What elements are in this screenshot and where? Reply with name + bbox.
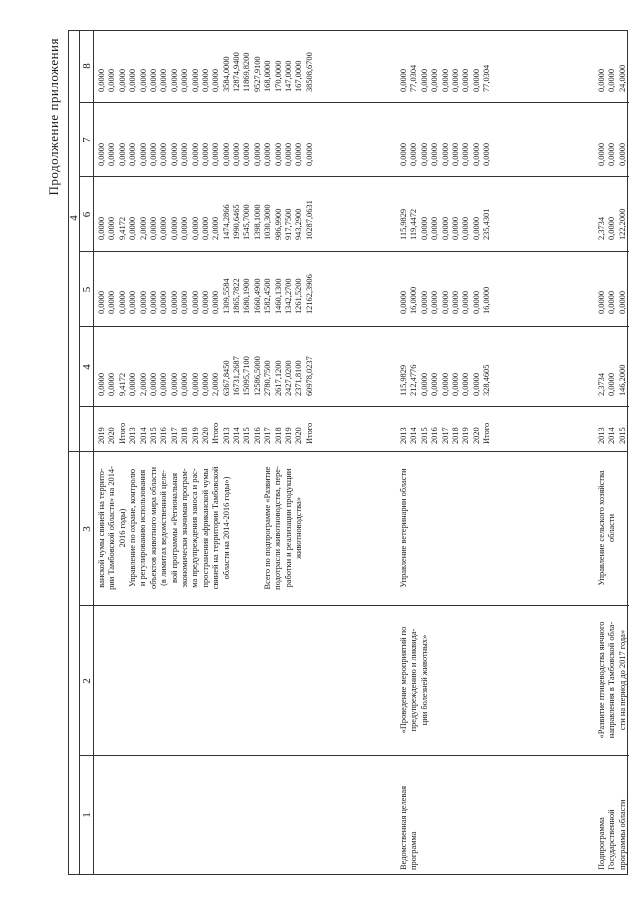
table-cell: 2015 [242, 427, 252, 444]
table-cell: 0,0000 [430, 142, 440, 166]
table-cell: 2014 [607, 427, 617, 444]
table-cell: 0,0000 [607, 372, 617, 396]
table-cell: 170,0000 [273, 60, 283, 92]
table-cell: 0,0000 [138, 142, 148, 166]
table-cell: 0,0000 [169, 372, 179, 396]
table-cell: 0,0000 [221, 142, 231, 166]
table-cell: 115,9829 [399, 208, 408, 240]
table-cell: 2018 [180, 427, 190, 444]
table-cell: 2013 [399, 427, 408, 444]
table-cell: 2016 [430, 427, 440, 444]
col-divider [80, 605, 629, 606]
table-cell: 16,0000 [482, 286, 492, 314]
table-cell: 0,0000 [138, 68, 148, 92]
table-cell: 0,0000 [399, 68, 408, 92]
program-type-departmental: Ведомственная целевая программа [399, 786, 419, 870]
col-divider [80, 251, 629, 252]
block1-years [97, 423, 315, 444]
block1-col4-values [97, 356, 315, 396]
table-cell: 0,0000 [159, 372, 169, 396]
table-cell: Итого [304, 422, 314, 444]
block1-col6-values [97, 200, 315, 240]
table-cell: 12874,9400 [232, 52, 242, 92]
table-cell: 16731,2687 [232, 356, 242, 396]
table-cell: 0,0000 [211, 142, 221, 166]
table-cell: 2017 [263, 427, 273, 444]
table-cell: 0,0000 [461, 68, 471, 92]
executor-veterinary-dept: Управление ветеринарии области [399, 468, 408, 588]
table-cell: 0,0000 [607, 216, 617, 240]
table-cell: 0,0000 [190, 216, 200, 240]
table-cell: 0,0000 [430, 68, 440, 92]
table-cell: 0,0000 [440, 372, 450, 396]
table-cell: 0,0000 [200, 216, 210, 240]
table-cell: 0,0000 [450, 216, 460, 240]
header-col-1: 1 [81, 812, 93, 818]
table-cell: 0,0000 [190, 372, 200, 396]
table-cell: 0,0000 [107, 142, 117, 166]
table-cell: 2,0000 [211, 216, 221, 240]
table-cell: 9,4172 [117, 216, 127, 240]
table-cell: 0,0000 [440, 142, 450, 166]
block3-col6-values [597, 209, 628, 240]
table-cell: Итого [482, 422, 492, 444]
table-cell: 2013 [128, 427, 138, 444]
table-cell: 0,0000 [211, 290, 221, 314]
table-cell: 2020 [107, 427, 117, 444]
table-cell: 0,0000 [471, 142, 481, 166]
table-cell: 2014 [232, 427, 242, 444]
page-title: Продолжение приложения [46, 38, 61, 196]
table-cell: 0,0000 [617, 290, 627, 314]
table-cell: 0,0000 [304, 142, 314, 166]
table-cell: 0,0000 [148, 372, 158, 396]
table-cell: 0,0000 [263, 142, 273, 166]
executor-agriculture-dept: Управление сельского хозяйства области [597, 470, 617, 586]
table-cell: 1865,7822 [232, 278, 242, 314]
table-cell: 9,4172 [117, 372, 127, 396]
table-cell: 0,0000 [190, 290, 200, 314]
table-cell: 0,0000 [200, 142, 210, 166]
block2-col4-values [399, 365, 493, 396]
table-cell: 2015 [617, 427, 627, 444]
table-cell: 0,0000 [482, 142, 492, 166]
table-cell: 0,0000 [190, 68, 200, 92]
table-cell: 24,0000 [617, 64, 627, 92]
table-cell: 2019 [284, 427, 294, 444]
table-cell: 11869,8200 [242, 52, 252, 92]
table-cell: 0,0000 [409, 142, 419, 166]
table-cell: 77,0304 [482, 64, 492, 92]
table-cell: 0,0000 [450, 68, 460, 92]
col-divider [80, 755, 629, 756]
table-cell: 12586,5000 [252, 356, 262, 396]
table-cell: 1261,5200 [294, 278, 304, 314]
table-cell: 1990,6465 [232, 204, 242, 240]
table-cell: 0,0000 [190, 142, 200, 166]
budget-table [68, 30, 628, 875]
table-cell: 2780,7500 [263, 360, 273, 396]
table-cell: 1342,2700 [284, 278, 294, 314]
table-cell: 1309,5584 [221, 278, 231, 314]
header-col-7: 7 [81, 137, 93, 143]
table-cell: 0,0000 [117, 142, 127, 166]
table-cell: 0,0000 [617, 142, 627, 166]
rotated-table-sheet [46, 30, 630, 875]
table-cell: 0,0000 [399, 142, 408, 166]
table-cell: 0,0000 [159, 290, 169, 314]
col-divider [80, 326, 629, 327]
table-cell: 3584,0000 [221, 56, 231, 92]
table-cell: 12162,3906 [304, 274, 314, 314]
table-cell: 119,4472 [409, 208, 419, 240]
table-cell: 0,0000 [597, 68, 606, 92]
subprogram-total-text: Всего по подпрограмме «Развитие подотрасли животноводства, пере- работки и реализации продукции животноводства» [263, 466, 304, 590]
table-cell: 0,0000 [180, 290, 190, 314]
table-cell: Итого [211, 422, 221, 444]
header-col-5: 5 [81, 286, 93, 293]
table-cell: 2020 [200, 427, 210, 444]
table-cell: 2019 [190, 427, 200, 444]
block1-col7-values [97, 143, 315, 166]
table-cell: 0,0000 [461, 216, 471, 240]
table-cell: 0,0000 [450, 290, 460, 314]
table-cell: 1660,4900 [252, 278, 262, 314]
table-cell: 2013 [597, 427, 606, 444]
table-cell: 0,0000 [200, 290, 210, 314]
header-col-6: 6 [81, 211, 93, 218]
table-cell: 0,0000 [107, 68, 117, 92]
table-cell: 2020 [294, 427, 304, 444]
table-cell: 0,0000 [200, 68, 210, 92]
table-cell: 0,0000 [440, 290, 450, 314]
table-cell: 0,0000 [284, 142, 294, 166]
table-cell: 0,0000 [419, 216, 429, 240]
table-cell: 2015 [419, 427, 429, 444]
table-cell: 1582,4500 [263, 278, 273, 314]
table-cell: 0,0000 [242, 142, 252, 166]
table-cell: 235,4301 [482, 208, 492, 240]
table-cell: 0,0000 [159, 142, 169, 166]
table-cell: 0,0000 [430, 372, 440, 396]
executor-text-wildlife-dept: Управление по охране, контролю и регулированию использования объектов животного мира области (в лимитах ведомственной целе- вой программы «Региональная экономически значимая програм- ма предупреждения заноса и рас- пространения африканской чумы свиней на территории Тамбовской области на 2014-2016 годы») [128, 466, 231, 590]
table-cell: 0,0000 [148, 216, 158, 240]
table-cell: 0,0000 [97, 142, 106, 166]
table-cell: 0,0000 [430, 290, 440, 314]
block2-col8-values [399, 65, 493, 92]
table-cell: 0,0000 [97, 216, 106, 240]
table-cell: 0,0000 [107, 290, 117, 314]
table-cell: 0,0000 [128, 68, 138, 92]
table-cell: 0,0000 [419, 290, 429, 314]
table-cell: 212,4776 [409, 364, 419, 396]
table-cell: 0,0000 [107, 372, 117, 396]
table-cell: 0,0000 [128, 142, 138, 166]
table-cell: 0,0000 [607, 290, 617, 314]
program-name-animal-diseases: «Проведение мероприятий по предупреждению и ликвида- ции болезней животных» [399, 626, 429, 734]
table-cell: 943,2900 [294, 208, 304, 240]
table-cell: 2,3734 [597, 372, 606, 396]
table-cell: 168,0000 [263, 60, 273, 92]
table-cell: 0,0000 [440, 68, 450, 92]
table-cell: 0,0000 [169, 216, 179, 240]
table-cell: 16,0000 [409, 286, 419, 314]
table-cell: 0,0000 [97, 68, 106, 92]
table-cell: 10287,0631 [304, 200, 314, 240]
table-cell: 0,0000 [273, 142, 283, 166]
table-cell: 0,0000 [180, 216, 190, 240]
table-cell: 0,0000 [430, 216, 440, 240]
table-cell: 0,0000 [471, 216, 481, 240]
table-cell: 0,0000 [597, 290, 606, 314]
table-cell: 0,0000 [148, 142, 158, 166]
table-cell: 167,0000 [294, 60, 304, 92]
table-cell: 0,0000 [607, 142, 617, 166]
table-cell: 0,0000 [117, 290, 127, 314]
block1-col5-values [97, 274, 315, 314]
table-cell: 0,0000 [128, 290, 138, 314]
table-cell: 77,0304 [409, 64, 419, 92]
table-cell: 115,9829 [399, 364, 408, 396]
table-cell: 2016 [252, 427, 262, 444]
executor-text-asf: ванской чумы свиней на террито- рии Тамбовской области» на 2014- 2016 годы) [97, 466, 127, 590]
table-cell: 15095,7100 [242, 356, 252, 396]
table-cell: 0,0000 [169, 142, 179, 166]
table-cell: 0,0000 [138, 290, 148, 314]
program-name-poultry: «Развитие птицеводства яичного направления в Тамбовской обла- сти на период до 2017 года» [597, 621, 627, 739]
table-cell: 0,0000 [159, 216, 169, 240]
table-cell: 0,0000 [419, 68, 429, 92]
table-cell: 2,0000 [138, 216, 148, 240]
table-cell: 146,2000 [617, 364, 627, 396]
table-cell: 2019 [461, 427, 471, 444]
table-cell: 0,0000 [450, 142, 460, 166]
table-cell: 0,0000 [461, 142, 471, 166]
table-cell: 0,0000 [607, 68, 617, 92]
table-cell: 0,0000 [169, 68, 179, 92]
table-cell: 38508,6700 [304, 52, 314, 92]
table-cell: 0,0000 [461, 372, 471, 396]
table-cell: 0,0000 [471, 290, 481, 314]
block3-years [597, 427, 628, 444]
table-cell: 0,0000 [159, 68, 169, 92]
table-cell: 60978,0237 [304, 356, 314, 396]
table-cell: 0,0000 [107, 216, 117, 240]
table-cell: 2427,0200 [284, 360, 294, 396]
table-cell: 0,0000 [252, 142, 262, 166]
table-cell: 0,0000 [200, 372, 210, 396]
table-cell: 2371,8100 [294, 360, 304, 396]
table-cell: 0,0000 [461, 290, 471, 314]
table-cell: 2020 [471, 427, 481, 444]
table-cell: 0,0000 [471, 372, 481, 396]
table-cell: 0,0000 [294, 142, 304, 166]
table-cell: 0,0000 [471, 68, 481, 92]
block3-col8-values [597, 65, 628, 92]
table-cell: 0,0000 [128, 216, 138, 240]
table-cell: 2019 [97, 427, 106, 444]
table-cell: 2018 [273, 427, 283, 444]
table-cell: 0,0000 [169, 290, 179, 314]
header-col-8: 8 [81, 63, 93, 69]
block3-col7-values [597, 143, 628, 166]
table-cell: 1030,3000 [263, 204, 273, 240]
table-cell: 0,0000 [440, 216, 450, 240]
table-cell: 147,0000 [284, 60, 294, 92]
block2-years [399, 423, 493, 444]
program-type-subprogram: Подпрограмма Государственной программы области [597, 799, 627, 870]
table-cell: 2,0000 [138, 372, 148, 396]
header-group-4: 4 [68, 215, 80, 221]
table-cell: Итого [117, 422, 127, 444]
table-cell: 6367,8450 [221, 360, 231, 396]
table-cell: 2617,1200 [273, 360, 283, 396]
table-cell: 917,7500 [284, 208, 294, 240]
table-cell: 2015 [148, 427, 158, 444]
table-cell: 0,0000 [450, 372, 460, 396]
table-cell: 0,0000 [180, 68, 190, 92]
col-divider [80, 406, 629, 407]
block2-col6-values [399, 209, 493, 240]
table-cell: 2,3734 [597, 216, 606, 240]
table-cell: 1545,7000 [242, 204, 252, 240]
table-cell: 2014 [409, 427, 419, 444]
table-cell: 328,4605 [482, 364, 492, 396]
table-cell: 2016 [159, 427, 169, 444]
table-cell: 0,0000 [180, 142, 190, 166]
table-cell: 1680,1900 [242, 278, 252, 314]
table-cell: 0,0000 [232, 142, 242, 166]
table-cell: 0,0000 [128, 372, 138, 396]
table-cell: 2013 [221, 427, 231, 444]
table-cell: 986,9900 [273, 208, 283, 240]
table-cell: 0,0000 [180, 372, 190, 396]
table-cell: 0,0000 [97, 372, 106, 396]
block2-col5-values [399, 287, 493, 314]
table-cell: 9527,9100 [252, 56, 262, 92]
table-cell: 0,0000 [117, 68, 127, 92]
block3-col4-values [597, 365, 628, 396]
table-cell: 0,0000 [419, 372, 429, 396]
table-cell: 122,2000 [617, 208, 627, 240]
table-cell: 0,0000 [399, 290, 408, 314]
table-cell: 0,0000 [148, 290, 158, 314]
table-cell: 2,0000 [211, 372, 221, 396]
table-cell: 1460,1300 [273, 278, 283, 314]
table-cell: 0,0000 [148, 68, 158, 92]
table-cell: 2014 [138, 427, 148, 444]
table-cell: 2017 [440, 427, 450, 444]
table-cell: 0,0000 [97, 290, 106, 314]
table-cell: 1398,1000 [252, 204, 262, 240]
block2-col7-values [399, 143, 493, 166]
header-col-4: 4 [81, 364, 93, 370]
block1-col8-values [97, 52, 315, 92]
col-divider [80, 176, 629, 177]
col-divider [80, 102, 629, 103]
table-cell: 0,0000 [597, 142, 606, 166]
table-cell: 0,0000 [419, 142, 429, 166]
header-col-3: 3 [81, 526, 93, 532]
table-cell: 2018 [450, 427, 460, 444]
block3-col5-values [597, 291, 628, 314]
col-divider [69, 451, 627, 452]
header-col-2: 2 [81, 678, 93, 684]
table-cell: 1474,2866 [221, 204, 231, 240]
table-cell: 0,0000 [211, 68, 221, 92]
table-cell: 2017 [169, 427, 179, 444]
